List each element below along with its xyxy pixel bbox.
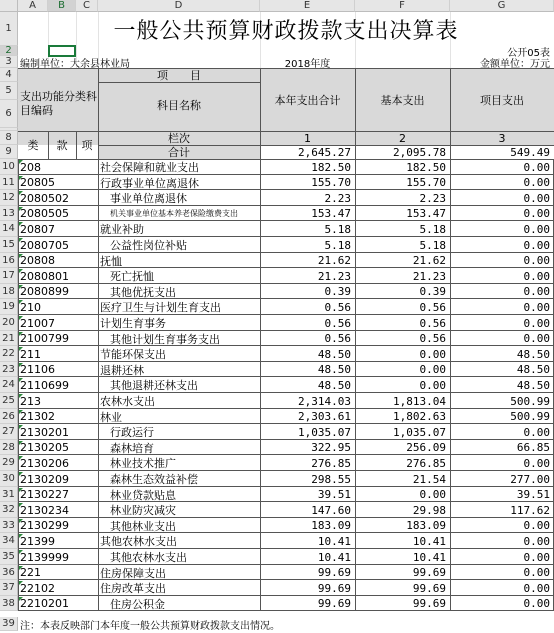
row-code-cell[interactable]: 213	[20, 394, 41, 408]
row-subject-cell[interactable]: 住房公积金	[110, 597, 165, 611]
border-line	[98, 68, 99, 159]
row-subject-cell[interactable]: 林业防灾减灾	[110, 504, 176, 517]
row-total-cell[interactable]: 48.50	[317, 347, 351, 361]
border-line	[355, 68, 356, 159]
row-header-11[interactable]: 11	[0, 175, 18, 190]
row-header-14[interactable]: 14	[0, 221, 18, 237]
row-code-cell[interactable]: 2110699	[20, 378, 69, 392]
border-line	[98, 145, 554, 146]
row-code-cell[interactable]: 210	[20, 300, 41, 314]
row-project-cell[interactable]: 0.00	[523, 566, 550, 579]
row-project-cell[interactable]: 0.00	[523, 207, 550, 220]
row-project-cell[interactable]: 0.00	[523, 191, 550, 205]
row-total-cell[interactable]: 21.23	[317, 269, 351, 283]
row-subject-cell[interactable]: 其他农林水支出	[110, 551, 187, 564]
row-header-36[interactable]: 36	[0, 565, 18, 580]
row-code-cell[interactable]: 21007	[20, 316, 55, 330]
row-project-cell[interactable]: 0.00	[523, 581, 550, 595]
row-code-cell[interactable]: 2080505	[20, 207, 69, 220]
row-project-cell[interactable]: 0.00	[523, 285, 550, 298]
row-total-cell[interactable]: 39.51	[317, 488, 351, 501]
row-header-38[interactable]: 38	[0, 596, 18, 611]
row-header-29[interactable]: 29	[0, 455, 18, 471]
border-line	[18, 145, 98, 146]
row-header-23[interactable]: 23	[0, 362, 18, 377]
row-header-20[interactable]: 20	[0, 315, 18, 331]
row-subject-cell[interactable]: 机关事业单位基本养老保险缴费支出	[110, 209, 238, 218]
row-subject-cell[interactable]: 森林生态效益补偿	[110, 473, 198, 486]
column-header-e[interactable]: E	[260, 0, 355, 12]
total-row-value: 2,095.78	[393, 145, 446, 159]
row-project-cell[interactable]: 0.00	[523, 316, 550, 330]
row-total-cell[interactable]: 0.56	[324, 316, 351, 330]
border-line	[48, 131, 49, 159]
row-code-cell[interactable]: 21106	[20, 363, 55, 376]
row-project-cell[interactable]: 0.00	[523, 238, 550, 252]
row-total-cell[interactable]: 155.70	[311, 176, 351, 189]
row-basic-cell[interactable]: 0.00	[419, 347, 446, 361]
row-basic-cell[interactable]: 153.47	[406, 207, 446, 220]
column-number-1: 1	[304, 131, 311, 145]
column-header-f[interactable]: F	[355, 0, 450, 12]
row-basic-cell[interactable]: 5.18	[419, 222, 446, 236]
row-header-18[interactable]: 18	[0, 284, 18, 299]
row-project-cell[interactable]: 48.50	[516, 363, 550, 376]
row-header-22[interactable]: 22	[0, 346, 18, 362]
row-project-cell[interactable]: 0.00	[523, 269, 550, 283]
row-project-cell[interactable]: 0.00	[523, 222, 550, 236]
row-project-cell[interactable]: 117.62	[510, 503, 550, 517]
row-total-cell[interactable]: 322.95	[311, 441, 351, 454]
unit-label: 编制单位：大余县林业局	[20, 58, 130, 68]
row-project-cell[interactable]: 39.51	[516, 488, 550, 501]
row-code-cell[interactable]: 2130206	[20, 456, 69, 470]
row-subject-cell[interactable]: 就业补助	[100, 223, 144, 236]
row-basic-cell[interactable]: 276.85	[406, 456, 446, 470]
border-line	[260, 159, 261, 611]
row-basic-cell[interactable]: 0.56	[419, 332, 446, 345]
row-total-cell[interactable]: 298.55	[311, 472, 351, 486]
total-row-value: 549.49	[510, 145, 550, 159]
row-code-cell[interactable]: 20808	[20, 254, 55, 267]
row-project-cell[interactable]: 48.50	[516, 347, 550, 361]
border-line	[18, 159, 19, 611]
row-total-cell[interactable]: 10.41	[317, 550, 351, 564]
report-code: 公开05表	[507, 47, 550, 57]
row-header-33[interactable]: 33	[0, 518, 18, 533]
row-total-cell[interactable]: 48.50	[317, 378, 351, 392]
row-subject-cell[interactable]: 社会保障和就业支出	[100, 161, 199, 174]
total-row-value: 2,645.27	[298, 145, 351, 159]
row-code-cell[interactable]: 2210201	[20, 597, 69, 610]
row-project-cell[interactable]: 0.00	[523, 332, 550, 345]
row-basic-cell[interactable]: 0.00	[419, 363, 446, 376]
row-header-1[interactable]: 1	[0, 12, 18, 46]
row-total-cell[interactable]: 0.56	[324, 300, 351, 314]
row-basic-cell[interactable]: 183.09	[406, 519, 446, 532]
total-column-header: 本年支出合计	[274, 93, 341, 107]
row-header-31[interactable]: 31	[0, 487, 18, 502]
row-total-cell[interactable]: 99.69	[317, 597, 351, 610]
row-total-cell[interactable]: 0.56	[324, 332, 351, 345]
row-total-cell[interactable]: 183.09	[311, 519, 351, 532]
row-header-37[interactable]: 37	[0, 580, 18, 596]
row-project-cell[interactable]: 500.99	[510, 410, 550, 423]
row-subject-cell[interactable]: 其他退耕还林支出	[110, 379, 198, 392]
lanci-header: 栏次	[168, 132, 190, 145]
row-total-cell[interactable]: 153.47	[311, 207, 351, 220]
row-subject-cell[interactable]: 行政运行	[110, 426, 154, 439]
row-project-cell[interactable]: 277.00	[510, 472, 550, 486]
row-header-16[interactable]: 16	[0, 253, 18, 268]
row-basic-cell[interactable]: 99.69	[412, 566, 446, 579]
row-total-cell[interactable]: 2,303.61	[298, 410, 351, 423]
row-header-26[interactable]: 26	[0, 409, 18, 424]
row-basic-cell[interactable]: 99.69	[412, 581, 446, 595]
row-subject-cell[interactable]: 农林水支出	[100, 395, 155, 408]
row-total-cell[interactable]: 1,035.07	[298, 425, 351, 439]
row-basic-cell[interactable]: 182.50	[406, 160, 446, 174]
row-code-cell[interactable]: 2130201	[20, 425, 69, 439]
row-header-24[interactable]: 24	[0, 377, 18, 393]
row-total-cell[interactable]: 0.39	[324, 285, 351, 298]
row-project-cell[interactable]: 48.50	[516, 378, 550, 392]
row-code-cell[interactable]: 2100799	[20, 332, 69, 345]
column-header-c[interactable]: C	[76, 0, 98, 12]
row-total-cell[interactable]: 182.50	[311, 160, 351, 174]
column-header-b[interactable]: B	[48, 0, 76, 12]
row-header-15[interactable]: 15	[0, 237, 18, 253]
row-total-cell[interactable]: 21.62	[317, 254, 351, 267]
row-total-cell[interactable]: 99.69	[317, 581, 351, 595]
row-subject-cell[interactable]: 其他农林水支出	[100, 535, 177, 548]
row-project-cell[interactable]: 0.00	[523, 300, 550, 314]
amount-unit: 金额单位：万元	[480, 58, 550, 68]
row-basic-cell[interactable]: 0.00	[419, 378, 446, 392]
row-basic-cell[interactable]: 0.39	[419, 285, 446, 298]
row-basic-cell[interactable]: 155.70	[406, 176, 446, 189]
row-subject-cell[interactable]: 计划生育事务	[100, 317, 166, 330]
row-basic-cell[interactable]: 21.23	[412, 269, 446, 283]
row-project-cell[interactable]: 66.85	[516, 441, 550, 454]
row-header-35[interactable]: 35	[0, 549, 18, 565]
row-project-cell[interactable]: 0.00	[523, 519, 550, 532]
row-basic-cell[interactable]: 2.23	[419, 191, 446, 205]
row-basic-cell[interactable]: 21.62	[412, 254, 446, 267]
row-header-12[interactable]: 12	[0, 190, 18, 206]
column-number-2: 2	[399, 131, 406, 145]
row-project-cell[interactable]: 0.00	[523, 254, 550, 267]
row-total-cell[interactable]: 10.41	[317, 534, 351, 548]
row-code-cell[interactable]: 20805	[20, 176, 55, 189]
row-basic-cell[interactable]: 10.41	[412, 534, 446, 548]
row-header-34[interactable]: 34	[0, 533, 18, 549]
row-project-cell[interactable]: 0.00	[523, 160, 550, 174]
row-project-cell[interactable]: 500.99	[510, 394, 550, 408]
row-header-25[interactable]: 25	[0, 393, 18, 409]
row-subject-cell[interactable]: 行政事业单位离退休	[100, 176, 199, 190]
row-subject-cell[interactable]: 住房改革支出	[100, 582, 166, 595]
row-basic-cell[interactable]: 5.18	[419, 238, 446, 252]
row-header-3[interactable]: 3	[0, 56, 18, 68]
row-header-6[interactable]: 6	[0, 100, 18, 128]
row-code-cell[interactable]: 2130227	[20, 488, 69, 501]
row-subject-cell[interactable]: 公益性岗位补贴	[110, 239, 187, 252]
border-line	[98, 82, 260, 83]
xiang-header: 项	[81, 139, 93, 152]
row-header-19[interactable]: 19	[0, 299, 18, 315]
row-basic-cell[interactable]: 256.09	[406, 441, 446, 454]
row-header-17[interactable]: 17	[0, 268, 18, 284]
row-total-cell[interactable]: 276.85	[311, 456, 351, 470]
row-header-8[interactable]: 8	[0, 131, 18, 145]
row-basic-cell[interactable]: 21.54	[412, 472, 446, 486]
row-code-cell[interactable]: 2139999	[20, 550, 69, 564]
row-code-cell[interactable]: 2080801	[20, 269, 69, 283]
row-header-30[interactable]: 30	[0, 471, 18, 487]
row-code-cell[interactable]: 2130234	[20, 503, 69, 517]
row-header-39[interactable]: 39	[0, 617, 18, 631]
border-line	[450, 159, 451, 611]
project-column-header: 项目支出	[480, 93, 524, 107]
row-code-cell[interactable]: 2130205	[20, 441, 69, 454]
row-subject-cell[interactable]: 节能环保支出	[100, 348, 166, 361]
row-basic-cell[interactable]: 1,813.04	[393, 394, 446, 408]
row-basic-cell[interactable]: 0.00	[419, 488, 446, 501]
table-note: 注：本表反映部门本年度一般公共预算财政拨款支出情况。	[20, 620, 280, 631]
row-subject-cell[interactable]: 死亡抚恤	[110, 270, 154, 283]
total-row-label: 合计	[168, 146, 190, 159]
report-title: 一般公共预算财政拨款支出决算表	[113, 18, 459, 44]
row-subject-cell[interactable]: 医疗卫生与计划生育支出	[100, 301, 221, 314]
row-total-cell[interactable]: 5.18	[324, 238, 351, 252]
row-basic-cell[interactable]: 0.56	[419, 300, 446, 314]
row-code-cell[interactable]: 2080502	[20, 191, 69, 205]
border-line	[98, 159, 99, 611]
lei-header: 类	[27, 139, 39, 152]
row-code-cell[interactable]: 221	[20, 566, 41, 579]
row-code-cell[interactable]: 2080899	[20, 285, 69, 298]
row-basic-cell[interactable]: 1,035.07	[393, 425, 446, 439]
basic-column-header: 基本支出	[380, 93, 425, 107]
row-code-cell[interactable]: 2080705	[20, 238, 69, 252]
row-subject-cell[interactable]: 住房保障支出	[100, 566, 166, 580]
row-subject-cell[interactable]: 其他优抚支出	[110, 285, 176, 299]
row-header-32[interactable]: 32	[0, 502, 18, 518]
row-total-cell[interactable]: 2.23	[324, 191, 351, 205]
column-header-a[interactable]: A	[18, 0, 48, 12]
row-subject-cell[interactable]: 退耕还林	[100, 363, 144, 377]
item-header: 项 目	[157, 69, 201, 82]
border-line	[450, 68, 451, 159]
row-basic-cell[interactable]: 29.98	[412, 503, 446, 517]
row-header-4[interactable]: 4	[0, 68, 18, 82]
row-subject-cell[interactable]: 抚恤	[100, 254, 122, 268]
row-header-27[interactable]: 27	[0, 424, 18, 440]
row-project-cell[interactable]: 0.00	[523, 456, 550, 470]
border-line	[76, 131, 77, 159]
row-project-cell[interactable]: 0.00	[523, 550, 550, 564]
select-all-corner[interactable]	[0, 0, 18, 12]
row-header-13[interactable]: 13	[0, 206, 18, 221]
row-project-cell[interactable]: 0.00	[523, 176, 550, 189]
border-line	[355, 159, 356, 611]
border-line	[260, 68, 261, 159]
row-header-21[interactable]: 21	[0, 331, 18, 346]
row-subject-cell[interactable]: 林业贷款贴息	[110, 488, 176, 502]
row-code-cell[interactable]: 2130299	[20, 519, 69, 532]
row-header-2[interactable]: 2	[0, 46, 18, 56]
classification-header: 支出功能分类科目编码	[20, 90, 97, 117]
row-total-cell[interactable]: 147.60	[311, 503, 351, 517]
row-subject-cell[interactable]: 森林培育	[110, 441, 154, 455]
row-basic-cell[interactable]: 99.69	[412, 597, 446, 610]
row-header-5[interactable]: 5	[0, 82, 18, 100]
row-total-cell[interactable]: 48.50	[317, 363, 351, 376]
row-project-cell[interactable]: 0.00	[523, 534, 550, 548]
row-basic-cell[interactable]: 1,802.63	[393, 410, 446, 423]
row-subject-cell[interactable]: 林业	[100, 410, 122, 424]
row-code-cell[interactable]: 22102	[20, 581, 55, 595]
kuan-header: 款	[56, 139, 68, 152]
row-subject-cell[interactable]: 其他林业支出	[110, 519, 176, 533]
row-basic-cell[interactable]: 10.41	[412, 550, 446, 564]
row-code-cell[interactable]: 208	[20, 160, 41, 174]
row-code-cell[interactable]: 21302	[20, 410, 55, 423]
row-total-cell[interactable]: 99.69	[317, 566, 351, 579]
row-total-cell[interactable]: 5.18	[324, 222, 351, 236]
row-header-9[interactable]: 9	[0, 145, 18, 159]
row-subject-cell[interactable]: 其他计划生育事务支出	[110, 332, 220, 346]
row-code-cell[interactable]: 2130209	[20, 472, 69, 486]
column-header-d[interactable]: D	[98, 0, 260, 12]
row-header-28[interactable]: 28	[0, 440, 18, 455]
row-total-cell[interactable]: 2,314.03	[298, 394, 351, 408]
row-header-10[interactable]: 10	[0, 159, 18, 175]
column-number-3: 3	[498, 131, 506, 145]
report-year: 2018年度	[284, 58, 331, 68]
row-project-cell[interactable]: 0.00	[523, 597, 550, 610]
row-project-cell[interactable]: 0.00	[523, 425, 550, 439]
subject-name-header: 科目名称	[157, 99, 201, 112]
row-code-cell[interactable]: 21399	[20, 534, 55, 548]
row-basic-cell[interactable]: 0.56	[419, 316, 446, 330]
column-header-g[interactable]: G	[450, 0, 554, 12]
row-code-cell[interactable]: 211	[20, 347, 41, 361]
row-code-cell[interactable]: 20807	[20, 222, 55, 236]
row-subject-cell[interactable]: 事业单位离退休	[110, 192, 187, 205]
row-subject-cell[interactable]: 林业技术推广	[110, 457, 176, 470]
